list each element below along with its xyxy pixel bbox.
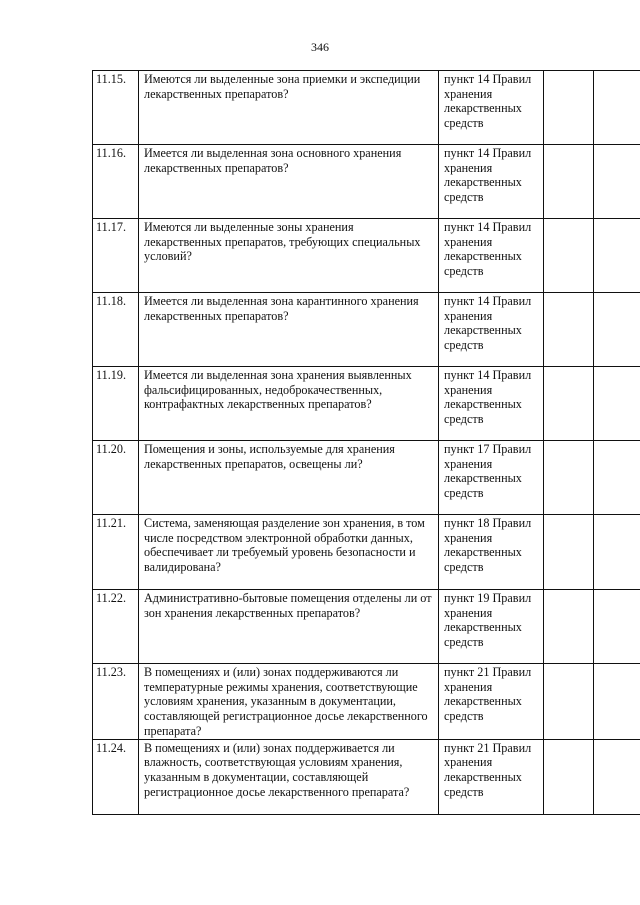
item-question: Система, заменяющая разделение зон хранения, в том числе посредством электронной обработки данных, обеспечивает ли требуемый уровень безопасности и валидирована? (139, 515, 439, 590)
item-question: Имеются ли выделенные зоны хранения лекарственных препаратов, требующих специальных условий? (139, 219, 439, 293)
item-number: 11.21. (93, 515, 139, 590)
item-number: 11.19. (93, 367, 139, 441)
item-number: 11.22. (93, 590, 139, 664)
item-question: Имеется ли выделенная зона основного хранения лекарственных препаратов? (139, 145, 439, 219)
table-row (93, 590, 640, 664)
item-reference: пункт 14 Правил хранения лекарственных средств (439, 219, 544, 293)
answer-cell-yes (544, 71, 594, 145)
item-number: 11.16. (93, 145, 139, 219)
item-reference: пункт 17 Правил хранения лекарственных средств (439, 441, 544, 515)
table-row (93, 367, 640, 441)
answer-cell-yes (544, 739, 594, 814)
answer-cell-yes (544, 293, 594, 367)
answer-cell-yes (544, 219, 594, 293)
table-row (93, 71, 640, 145)
item-question: Помещения и зоны, используемые для хранения лекарственных препаратов, освещены ли? (139, 441, 439, 515)
table-row (93, 441, 640, 515)
answer-cell-no (594, 293, 640, 367)
item-reference: пункт 14 Правил хранения лекарственных средств (439, 293, 544, 367)
answer-cell-no (594, 71, 640, 145)
answer-cell-yes (544, 515, 594, 590)
answer-cell-no (594, 145, 640, 219)
table-row (93, 145, 640, 219)
item-reference: пункт 21 Правил хранения лекарственных средств (439, 739, 544, 814)
answer-cell-no (594, 441, 640, 515)
item-question: Административно-бытовые помещения отделены ли от зон хранения лекарственных препаратов? (139, 590, 439, 664)
answer-cell-no (594, 219, 640, 293)
item-number: 11.17. (93, 219, 139, 293)
item-number: 11.24. (93, 739, 139, 814)
table-row (93, 293, 640, 367)
answer-cell-no (594, 739, 640, 814)
answer-cell-yes (544, 664, 594, 740)
item-number: 11.15. (93, 71, 139, 145)
item-reference: пункт 14 Правил хранения лекарственных средств (439, 145, 544, 219)
answer-cell-no (594, 515, 640, 590)
item-number: 11.18. (93, 293, 139, 367)
item-reference: пункт 14 Правил хранения лекарственных средств (439, 71, 544, 145)
answer-cell-no (594, 590, 640, 664)
item-question: Имеется ли выделенная зона хранения выявленных фальсифицированных, недоброкачественных, контрафактных лекарственных препаратов? (139, 367, 439, 441)
table-row (93, 219, 640, 293)
answer-cell-yes (544, 441, 594, 515)
item-reference: пункт 18 Правил хранения лекарственных средств (439, 515, 544, 590)
answer-cell-yes (544, 145, 594, 219)
item-number: 11.23. (93, 664, 139, 740)
item-question: В помещениях и (или) зонах поддерживается ли влажность, соответствующая условиям хранения, указанным в документации, составляющей регистрационное досье лекарственного препарата? (139, 739, 439, 814)
answer-cell-yes (544, 367, 594, 441)
item-question: Имеется ли выделенная зона карантинного хранения лекарственных препаратов? (139, 293, 439, 367)
page-number: 346 (311, 40, 329, 54)
item-reference: пункт 19 Правил хранения лекарственных средств (439, 590, 544, 664)
answer-cell-no (594, 664, 640, 740)
checklist-table (92, 70, 640, 815)
item-reference: пункт 14 Правил хранения лекарственных средств (439, 367, 544, 441)
item-number: 11.20. (93, 441, 139, 515)
item-question: Имеются ли выделенные зона приемки и экспедиции лекарственных препаратов? (139, 71, 439, 145)
table-row (93, 664, 640, 740)
table-row (93, 515, 640, 590)
answer-cell-no (594, 367, 640, 441)
item-reference: пункт 21 Правил хранения лекарственных средств (439, 664, 544, 740)
table-row (93, 739, 640, 814)
item-question: В помещениях и (или) зонах поддерживаются ли температурные режимы хранения, соответствующие условиям хранения, указанным в документации, составляющей регистрационное досье лекарственного препарата? (139, 664, 439, 740)
answer-cell-yes (544, 590, 594, 664)
